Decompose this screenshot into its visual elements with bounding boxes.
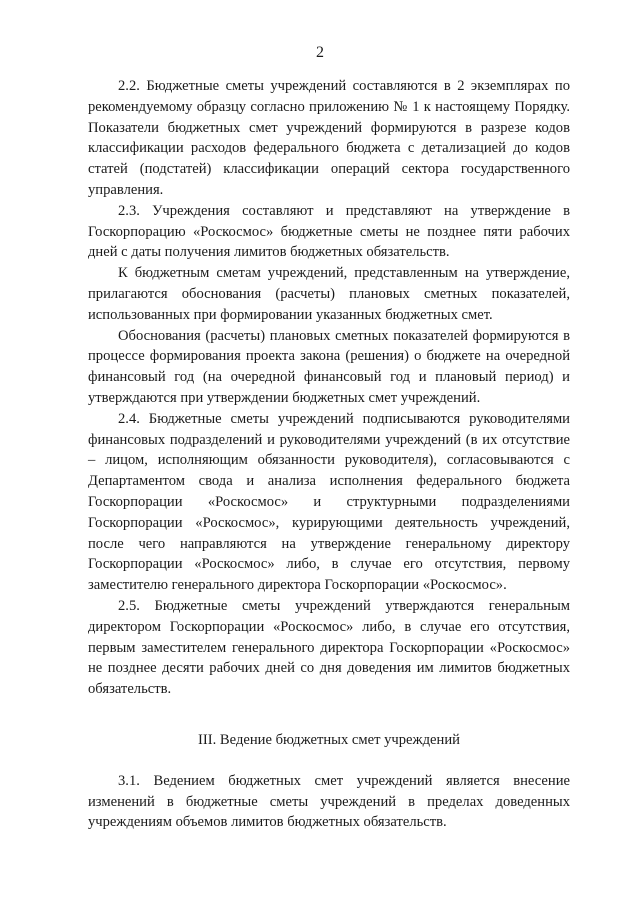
paragraph-2-4: 2.4. Бюджетные сметы учреждений подписываются руководителями финансовых подразделений и руководителями учреждений (в их отсутствие – лицом, исполняющим обязанности руководителя), согласовываются с Департаментом свода и анализа исполнения федерального бюджета Госкорпорации «Роскосмос» и структурными подразделениями Госкорпорации «Роскосмос», курирующими деятельность учреждений, после чего направляются на утверждение генеральному директору Госкорпорации «Роскосмос» либо, в случае его отсутствия, первому заместителю генерального директора Госкорпорации «Роскосмос». (88, 410, 570, 594)
paragraph-justifications-attached: К бюджетным сметам учреждений, представленным на утверждение, прилагаются обоснования (расчеты) плановых сметных показателей, использованных при формировании указанных бюджетных смет. (88, 265, 570, 323)
section-heading: III. Ведение бюджетных смет учреждений (198, 731, 460, 748)
page-number: 2 (316, 44, 324, 61)
paragraph-2-2: 2.2. Бюджетные сметы учреждений составляются в 2 экземплярах по рекомендуемому образцу согласно приложению № 1 к настоящему Порядку. Показатели бюджетных смет учреждений формируются в разрезе кодов классификации расходов федерального бюджета с детализацией до кодов статей (подстатей) классификации операций сектора государственного управления. (88, 78, 570, 198)
paragraph-2-3: 2.3. Учреждения составляют и представляют на утверждение в Госкорпорацию «Роскосмос» бюджетные сметы не позднее пяти рабочих дней с даты получения лимитов бюджетных обязательств. (88, 202, 570, 261)
paragraph-justifications-formed: Обоснования (расчеты) плановых сметных показателей формируются в процессе формирования проекта закона (решения) о бюджете на очередной финансовый год (на очередной финансовый год и плановый период) и утверждаются при утверждении бюджетных смет учреждений. (88, 327, 570, 406)
document-body (88, 76, 570, 833)
paragraph-3-1: 3.1. Ведением бюджетных смет учреждений является внесение изменений в бюджетные сметы учреждений в пределах доведенных учреждениям объемов лимитов бюджетных обязательств. (88, 772, 570, 831)
paragraph-2-5: 2.5. Бюджетные сметы учреждений утверждаются генеральным директором Госкорпорации «Роскосмос» либо, в случае его отсутствия, первым заместителем генерального директора Госкорпорации «Роскосмос» не позднее десяти рабочих дней со дня доведения им лимитов бюджетных обязательств. (88, 597, 570, 698)
